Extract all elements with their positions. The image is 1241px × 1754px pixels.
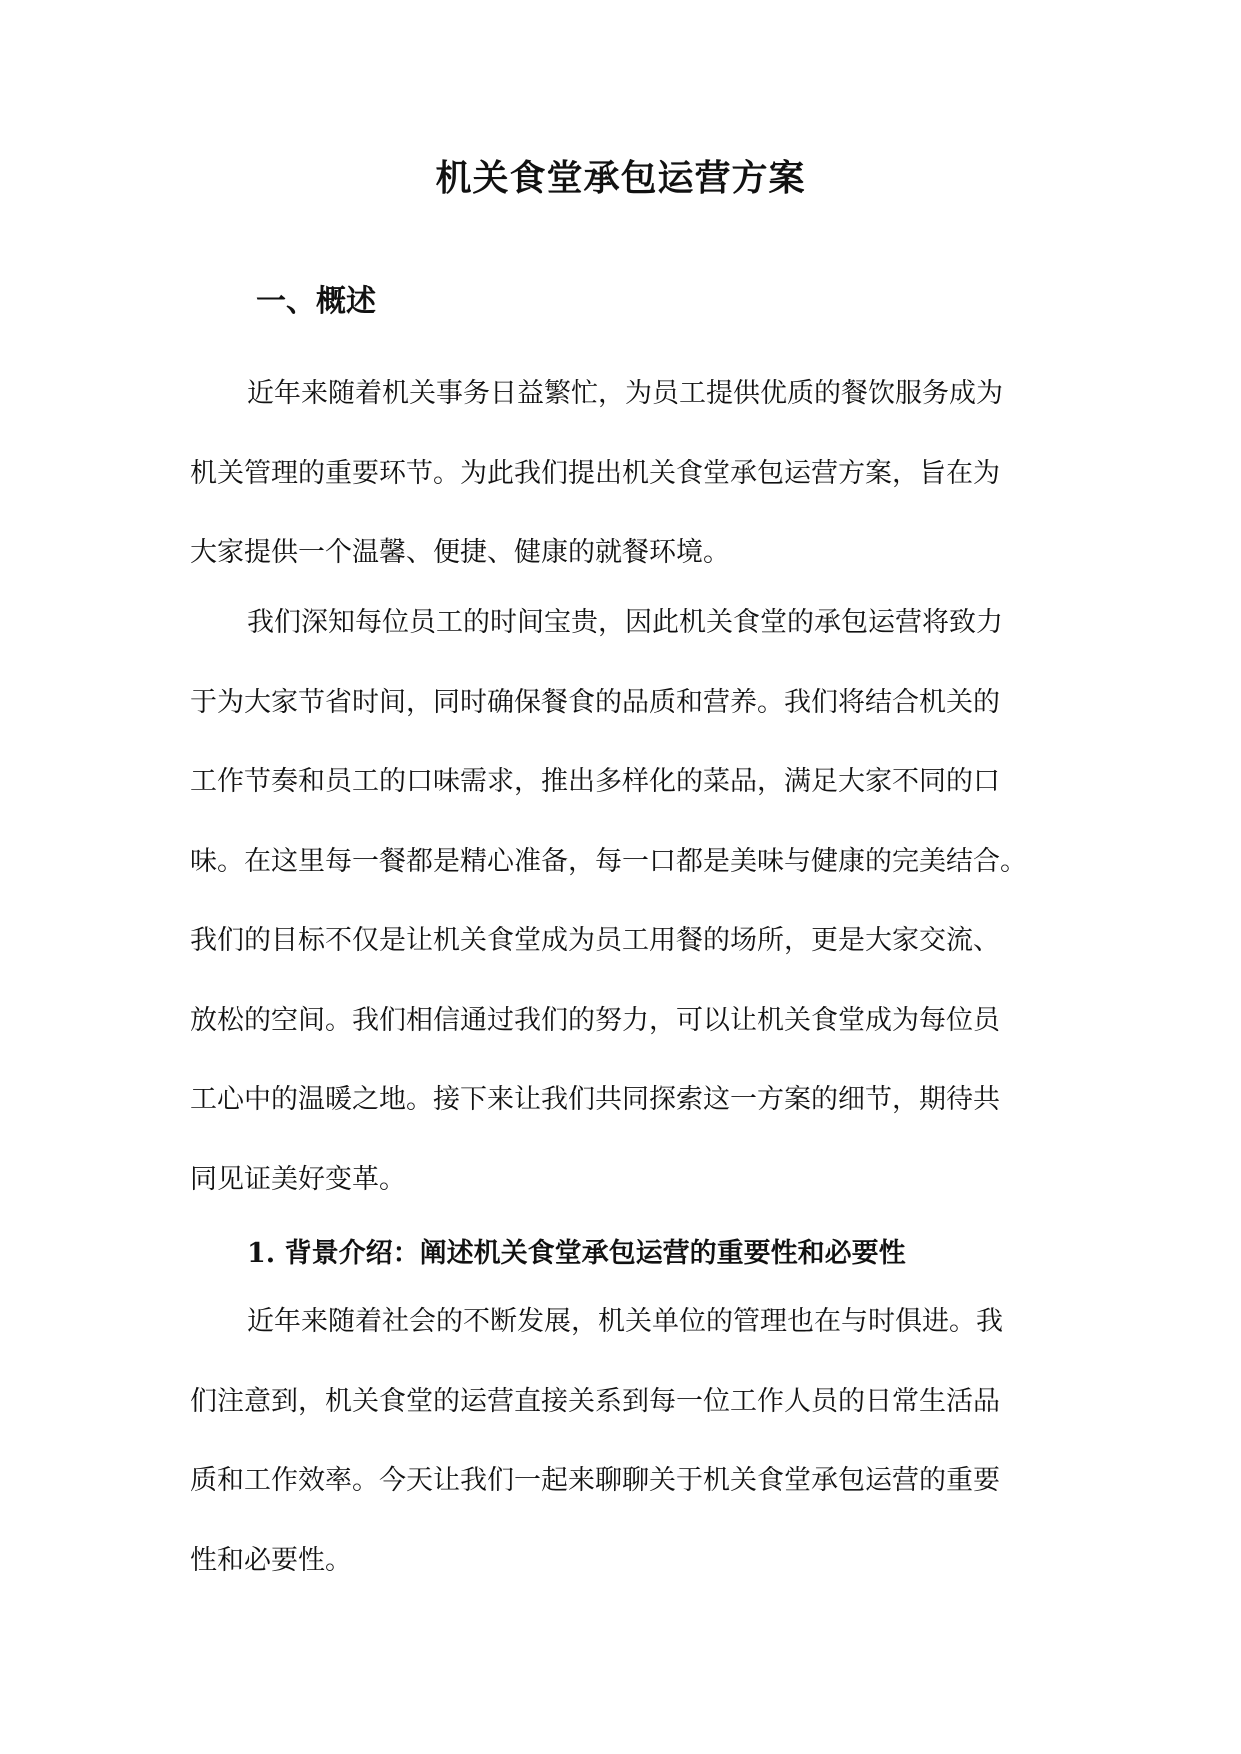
- paragraph-line: 机关管理的重要环节。为此我们提出机关食堂承包运营方案，旨在为: [190, 457, 1000, 489]
- paragraph-line: 性和必要性。: [190, 1544, 352, 1576]
- paragraph-line: 我们深知每位员工的时间宝贵，因此机关食堂的承包运营将致力: [247, 607, 1003, 638]
- paragraph-overview-2: [190, 583, 1059, 1219]
- paragraph-line: 近年来随着社会的不断发展，机关单位的管理也在与时俱进。我: [247, 1306, 1003, 1337]
- paragraph-line: 放松的空间。我们相信通过我们的努力，可以让机关食堂成为每位员: [190, 1004, 1000, 1036]
- section-heading-overview: 一、概述: [256, 284, 376, 319]
- paragraph-line: 近年来随着机关事务日益繁忙，为员工提供优质的餐饮服务成为: [247, 378, 1003, 409]
- paragraph-line: 于为大家节省时间，同时确保餐食的品质和营养。我们将结合机关的: [190, 686, 1000, 718]
- subsection-heading-background: 1. 背景介绍：阐述机关食堂承包运营的重要性和必要性: [247, 1238, 906, 1269]
- paragraph-line: 我们的目标不仅是让机关食堂成为员工用餐的场所，更是大家交流、: [190, 925, 1000, 956]
- paragraph-line: 味。在这里每一餐都是精心准备，每一口都是美味与健康的完美结合。: [190, 845, 1027, 877]
- paragraph-line: 同见证美好变革。: [190, 1163, 406, 1195]
- paragraph-overview-1: [190, 354, 1059, 593]
- paragraph-line: 工心中的温暖之地。接下来让我们共同探索这一方案的细节，期待共: [190, 1084, 1000, 1115]
- paragraph-line: 们注意到，机关食堂的运营直接关系到每一位工作人员的日常生活品: [190, 1385, 1000, 1417]
- paragraph-line: 工作节奏和员工的口味需求，推出多样化的菜品，满足大家不同的口: [190, 766, 1000, 797]
- paragraph-background-1: [190, 1282, 1059, 1600]
- document-title: 机关食堂承包运营方案: [435, 157, 806, 199]
- paragraph-line: 大家提供一个温馨、便捷、健康的就餐环境。: [190, 537, 730, 568]
- paragraph-line: 质和工作效率。今天让我们一起来聊聊关于机关食堂承包运营的重要: [190, 1465, 1000, 1496]
